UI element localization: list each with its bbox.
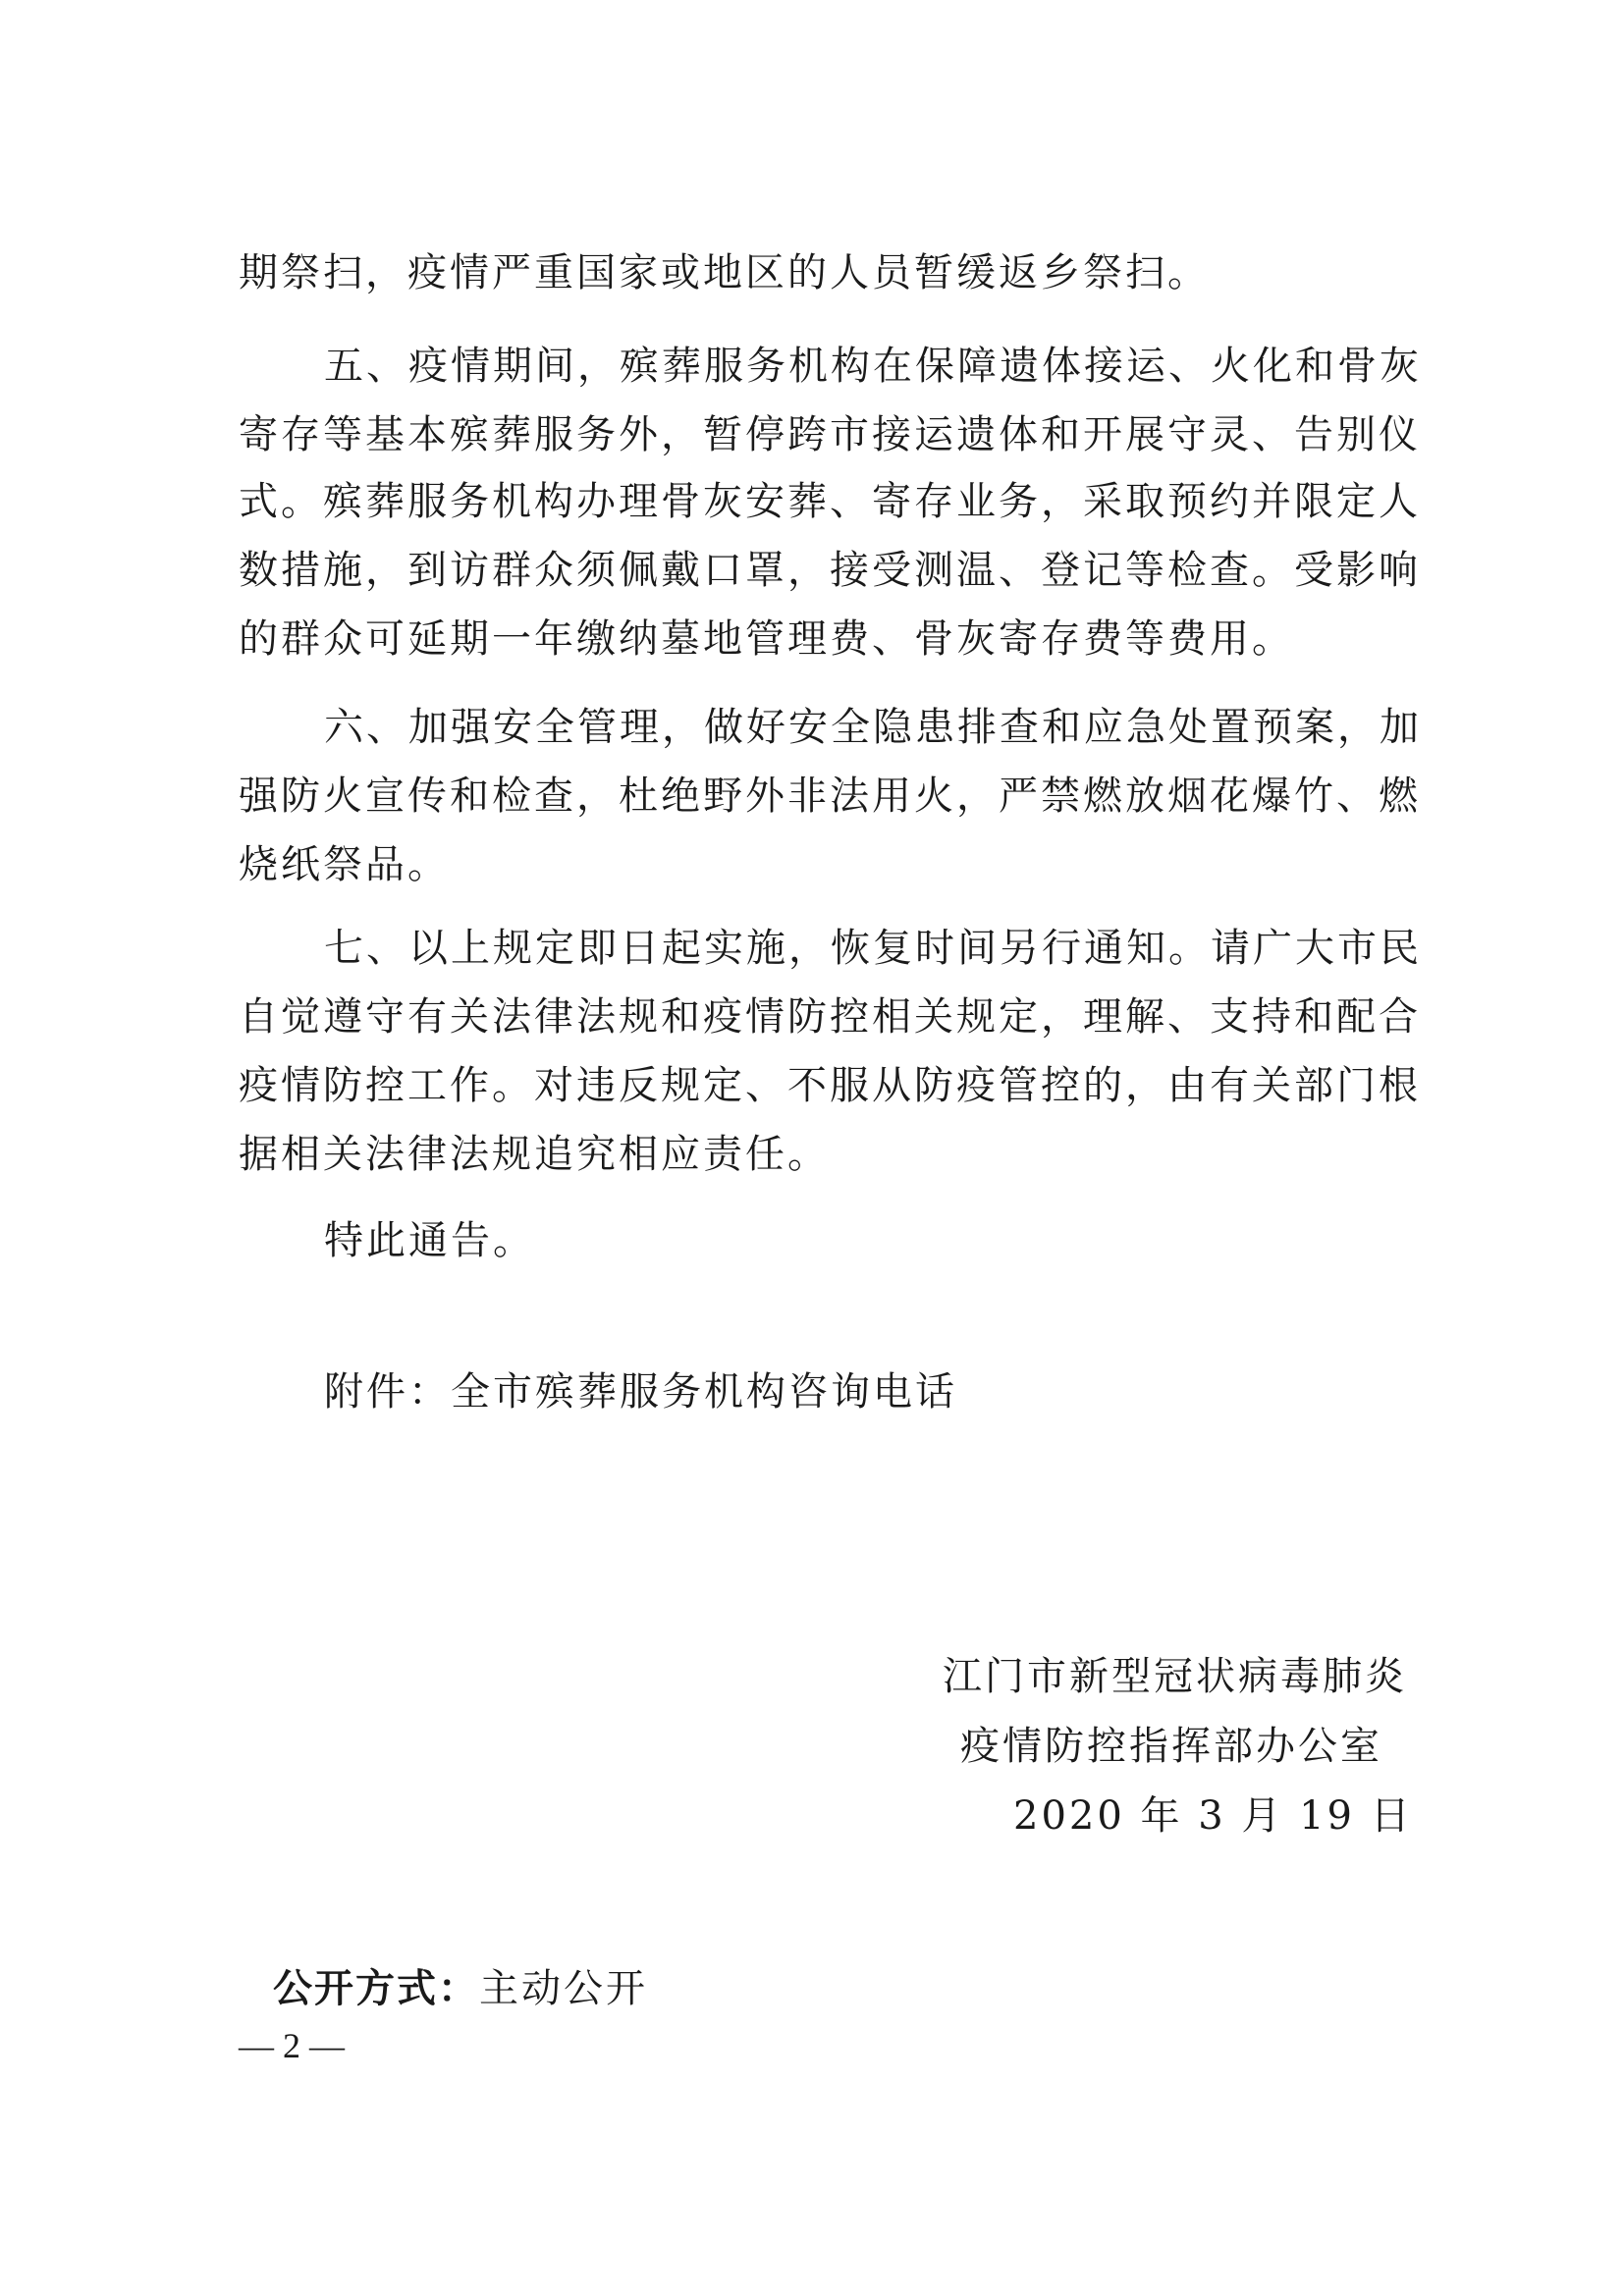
body-line: 烧纸祭品。: [239, 842, 450, 887]
disclosure-value: 主动公开: [479, 1966, 648, 2011]
body-line: 强防火宣传和检查，杜绝野外非法用火，严禁燃放烟花爆竹、燃: [239, 774, 1421, 819]
signature-org-line1: 江门市新型冠状病毒肺炎: [943, 1654, 1407, 1699]
signature-date: 2020 年 3 月 19 日: [1013, 1793, 1413, 1839]
disclosure-mode: [273, 1953, 648, 2024]
body-line: 期祭扫，疫情严重国家或地区的人员暂缓返乡祭扫。: [239, 250, 1210, 295]
body-line: 式。殡葬服务机构办理骨灰安葬、寄存业务，采取预约并限定人: [239, 479, 1421, 524]
body-line: 数措施，到访群众须佩戴口罩，接受测温、登记等检查。受影响: [239, 548, 1421, 593]
body-line: 自觉遵守有关法律法规和疫情防控相关规定，理解、支持和配合: [239, 994, 1421, 1040]
body-line: 据相关法律法规追究相应责任。: [239, 1132, 830, 1177]
body-line: 五、疫情期间，殡葬服务机构在保障遗体接运、火化和骨灰: [324, 344, 1422, 389]
attachment-line: 附件：全市殡葬服务机构咨询电话: [324, 1369, 957, 1415]
disclosure-label: 公开方式：: [273, 1966, 479, 2011]
body-line: 七、以上规定即日起实施，恢复时间另行通知。请广大市民: [324, 926, 1422, 971]
closing-line: 特此通告。: [324, 1218, 535, 1263]
body-line: 疫情防控工作。对违反规定、不服从防疫管控的，由有关部门根: [239, 1063, 1421, 1108]
body-line: 寄存等基本殡葬服务外，暂停跨市接运遗体和开展守灵、告别仪: [239, 412, 1421, 457]
body-line: 的群众可延期一年缴纳墓地管理费、骨灰寄存费等费用。: [239, 616, 1294, 662]
body-line: 六、加强安全管理，做好安全隐患排查和应急处置预案，加: [324, 705, 1422, 750]
signature-org-line2: 疫情防控指挥部办公室: [960, 1724, 1382, 1769]
page-number: — 2 —: [239, 2026, 345, 2065]
